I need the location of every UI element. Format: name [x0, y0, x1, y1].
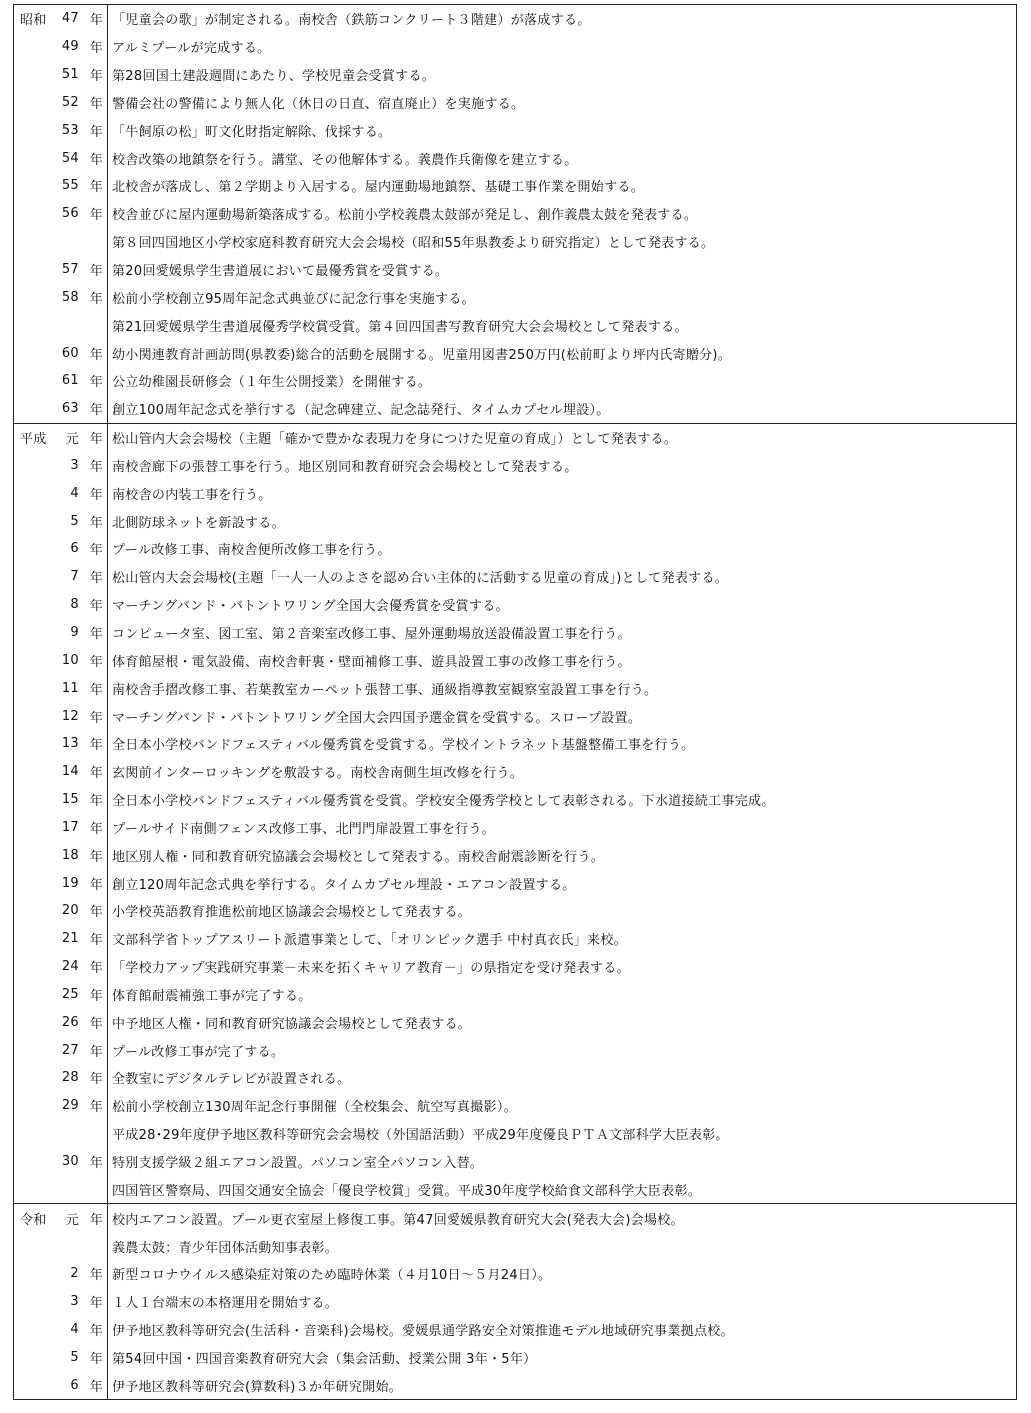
- year-unit: 年: [89, 821, 103, 837]
- year-unit: 年: [89, 1379, 103, 1395]
- year-number: 61: [61, 373, 79, 389]
- year-cell: [14, 535, 108, 563]
- event-text: 校舎改築の地鎮祭を行う。講堂、その他解体する。義農作兵衛像を建立する。: [112, 152, 578, 168]
- year-number: 25: [61, 986, 79, 1002]
- year-cell: [14, 1008, 108, 1036]
- table-row: [14, 424, 1016, 452]
- year-number: 52: [61, 94, 79, 110]
- year-unit: 年: [89, 347, 103, 363]
- year-cell: [14, 897, 108, 925]
- year-unit: 年: [89, 682, 103, 698]
- table-row: [14, 1148, 1016, 1176]
- table-row: [14, 1092, 1016, 1120]
- event-text: 第８回四国地区小学校家庭科教育研究大会会場校（昭和55年県教委より研究指定）として発表する。: [112, 236, 715, 252]
- event-text: 松前小学校創立95周年記念式典並びに記念行事を実施する。: [112, 291, 475, 307]
- year-number: 4: [70, 485, 79, 501]
- table-row: [14, 200, 1016, 228]
- event-text: 新型コロナウイルス感染症対策のため臨時休業（４月10日～５月24日）。: [112, 1268, 552, 1284]
- year-cell: [14, 841, 108, 869]
- event-text: １人１台端末の本格運用を開始する。: [112, 1296, 339, 1312]
- table-row: [14, 228, 1016, 256]
- year-unit: 年: [89, 96, 103, 112]
- table-row: [14, 1120, 1016, 1148]
- year-number: 10: [61, 652, 79, 668]
- year-unit: 年: [89, 1296, 103, 1312]
- event-text: 全日本小学校バンドフェスティバル優秀賞を受賞。学校安全優秀学校として表彰される。下水道接続工事完成。: [112, 794, 775, 810]
- year-unit: 年: [89, 988, 103, 1004]
- year-unit: 年: [89, 264, 103, 280]
- year-cell: [14, 367, 108, 395]
- year-cell: [14, 1175, 108, 1203]
- table-row: [14, 1204, 1016, 1232]
- year-number: 13: [61, 736, 79, 752]
- year-cell: [14, 507, 108, 535]
- year-number: 11: [61, 680, 79, 696]
- event-text: プールサイド南側フェンス改修工事、北門門扉設置工事を行う。: [112, 821, 496, 837]
- year-number: 53: [61, 122, 79, 138]
- year-cell: [14, 1344, 108, 1372]
- year-cell: [14, 228, 108, 256]
- year-cell: [14, 1148, 108, 1176]
- year-number: 56: [61, 206, 79, 222]
- year-number: 9: [70, 624, 79, 640]
- year-number: 4: [70, 1322, 79, 1338]
- year-cell: [14, 619, 108, 647]
- year-unit: 年: [89, 905, 103, 921]
- event-text: 伊予地区教科等研究会(算数科)３か年研究開始。: [112, 1379, 403, 1395]
- table-row: [14, 702, 1016, 730]
- year-number: 3: [70, 1294, 79, 1310]
- table-row: [14, 89, 1016, 117]
- table-row: [14, 33, 1016, 61]
- year-unit: 年: [89, 1156, 103, 1172]
- table-row: [14, 953, 1016, 981]
- table-row: [14, 981, 1016, 1009]
- year-unit: 年: [89, 291, 103, 307]
- year-cell: [14, 925, 108, 953]
- year-number: 14: [61, 764, 79, 780]
- year-number: 5: [70, 1349, 79, 1365]
- table-row: [14, 1036, 1016, 1064]
- event-text: プール改修工事が完了する。: [112, 1044, 285, 1060]
- table-row: [14, 311, 1016, 339]
- table-row: [14, 479, 1016, 507]
- table-row: [14, 730, 1016, 758]
- year-cell: [14, 953, 108, 981]
- table-row: [14, 283, 1016, 311]
- table-row: [14, 591, 1016, 619]
- year-cell: [14, 981, 108, 1009]
- event-text: 松山管内大会会場校（主題「確かで豊かな表現力を身につけた児童の育成」）として発表する。: [112, 432, 678, 448]
- year-unit: 年: [89, 69, 103, 85]
- year-number: 58: [61, 289, 79, 305]
- year-unit: 年: [89, 849, 103, 865]
- year-number: 20: [61, 903, 79, 919]
- year-cell: [14, 144, 108, 172]
- table-row: [14, 1064, 1016, 1092]
- year-unit: 年: [89, 180, 103, 196]
- event-text: 南校舎廊下の張替工事を行う。地区別同和教育研究会会場校として発表する。: [112, 459, 578, 475]
- year-number: 元: [65, 1212, 79, 1228]
- history-table: [13, 4, 1017, 1400]
- year-number: 17: [61, 819, 79, 835]
- year-number: 8: [70, 597, 79, 613]
- table-row: [14, 813, 1016, 841]
- year-number: 24: [61, 959, 79, 975]
- year-unit: 年: [89, 710, 103, 726]
- event-text: 地区別人権・同和教育研究協議会会場校として発表する。南校舎耐震診断を行う。: [112, 849, 605, 865]
- event-text: 校内エアコン設置。プール更衣室屋上修復工事。第47回愛媛県教育研究大会(発表大会)会場校。: [112, 1212, 684, 1228]
- table-row: [14, 1232, 1016, 1260]
- year-unit: 年: [89, 599, 103, 615]
- year-number: 6: [70, 541, 79, 557]
- year-cell: [14, 256, 108, 284]
- event-text: 第28回国土建設週間にあたり、学校児童会受賞する。: [112, 69, 436, 85]
- era-name: 令和: [20, 1212, 47, 1228]
- event-text: プール改修工事、南校舎便所改修工事を行う。: [112, 543, 391, 559]
- event-text: 松前小学校創立130周年記念行事開催（全校集会、航空写真撮影）。: [112, 1100, 517, 1116]
- year-unit: 年: [89, 877, 103, 893]
- year-number: 19: [61, 875, 79, 891]
- event-text: 伊予地区教科等研究会(生活科・音楽科)会場校。愛媛県通学路安全対策推進モデル地域研究事業拠点校。: [112, 1324, 734, 1340]
- event-text: マーチングバンド・バトントワリング全国大会優秀賞を受賞する。: [112, 599, 509, 615]
- table-row: [14, 1008, 1016, 1036]
- year-number: 60: [61, 345, 79, 361]
- table-row: [14, 452, 1016, 480]
- event-text: 北校舎が落成し、第２学期より入居する。屋内運動場地鎮祭、基礎工事作業を開始する。: [112, 180, 645, 196]
- year-number: 51: [61, 67, 79, 83]
- event-text: コンピュータ室、図工室、第２音楽室改修工事、屋外運動場放送設備設置工事を行う。: [112, 626, 631, 642]
- year-unit: 年: [89, 571, 103, 587]
- year-unit: 年: [89, 654, 103, 670]
- event-text: 創立120周年記念式典を挙行する。タイムカプセル埋設・エアコン設置する。: [112, 877, 576, 893]
- year-unit: 年: [89, 1351, 103, 1367]
- event-text: 「牛飼原の松」町文化財指定解除、伐採する。: [112, 124, 392, 140]
- table-row: [14, 758, 1016, 786]
- table-row: [14, 786, 1016, 814]
- year-cell: [14, 1260, 108, 1288]
- year-unit: 年: [89, 432, 103, 448]
- year-unit: 年: [89, 403, 103, 419]
- table-row: [14, 61, 1016, 89]
- year-cell: [14, 1092, 108, 1120]
- year-cell: [14, 5, 108, 33]
- year-cell: [14, 1316, 108, 1344]
- year-cell: [14, 200, 108, 228]
- year-cell: [14, 1064, 108, 1092]
- event-text: 校舎並びに屋内運動場新築落成する。松前小学校義農太鼓部が発足し、創作義農太鼓を発表する。: [112, 208, 698, 224]
- table-row: [14, 507, 1016, 535]
- year-number: 15: [61, 792, 79, 808]
- table-row: [14, 1260, 1016, 1288]
- year-unit: 年: [89, 515, 103, 531]
- year-unit: 年: [89, 1268, 103, 1284]
- table-row: [14, 1288, 1016, 1316]
- year-number: 57: [61, 262, 79, 278]
- table-row: [14, 1175, 1016, 1203]
- era-block: [14, 4, 1016, 423]
- event-text: 松山管内大会会場校(主題「一人一人のよさを認め合い主体的に活動する児童の育成」)として発表する。: [112, 571, 729, 587]
- table-row: [14, 646, 1016, 674]
- event-text: 中予地区人権・同和教育研究協議会会場校として発表する。: [112, 1016, 472, 1032]
- table-row: [14, 339, 1016, 367]
- table-row: [14, 1316, 1016, 1344]
- year-number: 28: [61, 1070, 79, 1086]
- year-cell: [14, 33, 108, 61]
- event-text: 体育館屋根・電気設備、南校舎軒裏・壁面補修工事、遊具設置工事の改修工事を行う。: [112, 654, 631, 670]
- year-cell: [14, 563, 108, 591]
- year-unit: 年: [89, 1212, 103, 1228]
- year-cell: [14, 339, 108, 367]
- year-cell: [14, 283, 108, 311]
- event-text: 体育館耐震補強工事が完了する。: [112, 988, 312, 1004]
- event-text: 第54回中国・四国音楽教育研究大会（集会活動、授業公開 3年・5年）: [112, 1351, 537, 1367]
- year-cell: [14, 479, 108, 507]
- year-cell: [14, 813, 108, 841]
- era-name: 昭和: [20, 13, 47, 29]
- year-unit: 年: [89, 738, 103, 754]
- era-block: [14, 1203, 1016, 1399]
- event-text: 小学校英語教育推進松前地区協議会会場校として発表する。: [112, 905, 472, 921]
- year-number: 3: [70, 457, 79, 473]
- year-number: 27: [61, 1042, 79, 1058]
- year-cell: [14, 674, 108, 702]
- year-unit: 年: [89, 961, 103, 977]
- event-text: 平成28･29年度伊予地区教科等研究会会場校（外国語活動）平成29年度優良ＰＴＡ文部科学大臣表彰。: [112, 1128, 729, 1144]
- year-unit: 年: [89, 41, 103, 57]
- year-unit: 年: [89, 933, 103, 949]
- event-text: 文部科学省トップアスリート派遣事業として、「オリンピック選手 中村真衣氏」来校。: [112, 933, 627, 949]
- event-text: 南校舎の内装工事を行う。: [112, 487, 272, 503]
- year-number: 7: [70, 569, 79, 585]
- event-text: 全日本小学校バンドフェスティバル優秀賞を受賞する。学校イントラネット基盤整備工事を行う。: [112, 738, 695, 754]
- year-unit: 年: [89, 124, 103, 140]
- event-text: アルミプールが完成する。: [112, 41, 271, 57]
- year-number: 30: [61, 1154, 79, 1170]
- year-cell: [14, 786, 108, 814]
- event-text: 公立幼稚園長研修会（１年生公開授業）を開催する。: [112, 375, 432, 391]
- event-text: 創立100周年記念式を挙行する（記念碑建立、記念誌発行、タイムカプセル埋設）。: [112, 403, 610, 419]
- year-unit: 年: [89, 1016, 103, 1032]
- year-cell: [14, 311, 108, 339]
- table-row: [14, 619, 1016, 647]
- table-row: [14, 869, 1016, 897]
- year-cell: [14, 646, 108, 674]
- year-number: 2: [70, 1266, 79, 1282]
- year-number: 55: [61, 178, 79, 194]
- table-row: [14, 1371, 1016, 1399]
- year-unit: 年: [89, 375, 103, 391]
- table-row: [14, 841, 1016, 869]
- year-unit: 年: [89, 152, 103, 168]
- table-row: [14, 116, 1016, 144]
- event-text: 北側防球ネットを新設する。: [112, 515, 285, 531]
- table-row: [14, 535, 1016, 563]
- year-cell: [14, 758, 108, 786]
- year-unit: 年: [89, 208, 103, 224]
- event-text: 幼小関連教育計画訪問(県教委)総合的活動を展開する。児童用図書250万円(松前町より坪内氏寄贈分)。: [112, 347, 732, 363]
- table-row: [14, 395, 1016, 423]
- year-number: 18: [61, 847, 79, 863]
- year-unit: 年: [89, 543, 103, 559]
- year-cell: [14, 172, 108, 200]
- event-text: マーチングバンド・バトントワリング全国大会四国予選金賞を受賞する。スロープ設置。: [112, 710, 642, 726]
- year-cell: [14, 424, 108, 452]
- event-text: 特別支援学級２組エアコン設置。パソコン室全パソコン入替。: [112, 1156, 484, 1172]
- event-text: 「児童会の歌」が制定される。南校舎（鉄筋コンクリート３階建）が落成する。: [112, 13, 591, 29]
- table-row: [14, 674, 1016, 702]
- year-unit: 年: [89, 794, 103, 810]
- era-name: 平成: [20, 432, 47, 448]
- table-row: [14, 172, 1016, 200]
- table-row: [14, 925, 1016, 953]
- year-unit: 年: [89, 1100, 103, 1116]
- year-cell: [14, 591, 108, 619]
- year-number: 47: [61, 11, 79, 27]
- event-text: 警備会社の警備により無人化（休日の日直、宿直廃止）を実施する。: [112, 96, 525, 112]
- year-number: 49: [61, 39, 79, 55]
- year-number: 5: [70, 513, 79, 529]
- year-cell: [14, 452, 108, 480]
- year-cell: [14, 116, 108, 144]
- year-cell: [14, 1371, 108, 1399]
- event-text: 第21回愛媛県学生書道展優秀学校賞受賞。第４回四国書写教育研究大会会場校として発表する。: [112, 319, 688, 335]
- year-number: 元: [65, 432, 79, 448]
- year-cell: [14, 1120, 108, 1148]
- year-unit: 年: [89, 766, 103, 782]
- year-cell: [14, 730, 108, 758]
- event-text: 四国管区警察局、四国交通安全協会「優良学校賞」受賞。平成30年度学校給食文部科学大臣表彰。: [112, 1183, 702, 1199]
- year-cell: [14, 1204, 108, 1232]
- year-number: 63: [61, 401, 79, 417]
- table-row: [14, 144, 1016, 172]
- year-number: 21: [61, 931, 79, 947]
- year-number: 12: [61, 708, 79, 724]
- year-cell: [14, 395, 108, 423]
- year-unit: 年: [89, 459, 103, 475]
- table-row: [14, 256, 1016, 284]
- year-number: 54: [61, 150, 79, 166]
- year-unit: 年: [89, 1072, 103, 1088]
- event-text: 義農太鼓：青少年団体活動知事表彰。: [112, 1240, 339, 1256]
- year-unit: 年: [89, 626, 103, 642]
- year-cell: [14, 1288, 108, 1316]
- year-unit: 年: [89, 1044, 103, 1060]
- year-number: 6: [70, 1377, 79, 1393]
- year-cell: [14, 1232, 108, 1260]
- table-row: [14, 1344, 1016, 1372]
- year-cell: [14, 1036, 108, 1064]
- table-row: [14, 5, 1016, 33]
- event-text: 南校舎手摺改修工事、若葉教室カーペット張替工事、通級指導教室観察室設置工事を行う。: [112, 682, 658, 698]
- era-block: [14, 423, 1016, 1204]
- event-text: 玄関前インターロッキングを敷設する。南校舎南側生垣改修を行う。: [112, 766, 524, 782]
- year-number: 26: [61, 1014, 79, 1030]
- table-row: [14, 563, 1016, 591]
- event-text: 全教室にデジタルテレビが設置される。: [112, 1072, 351, 1088]
- year-unit: 年: [89, 1324, 103, 1340]
- year-number: 29: [61, 1098, 79, 1114]
- event-text: 第20回愛媛県学生書道展において最優秀賞を受賞する。: [112, 264, 449, 280]
- year-cell: [14, 869, 108, 897]
- year-cell: [14, 702, 108, 730]
- table-row: [14, 367, 1016, 395]
- year-cell: [14, 89, 108, 117]
- event-text: 「学校力アップ実践研究事業－未来を拓くキャリア教育－」の県指定を受け発表する。: [112, 961, 630, 977]
- table-row: [14, 897, 1016, 925]
- year-unit: 年: [89, 13, 103, 29]
- year-cell: [14, 61, 108, 89]
- year-unit: 年: [89, 487, 103, 503]
